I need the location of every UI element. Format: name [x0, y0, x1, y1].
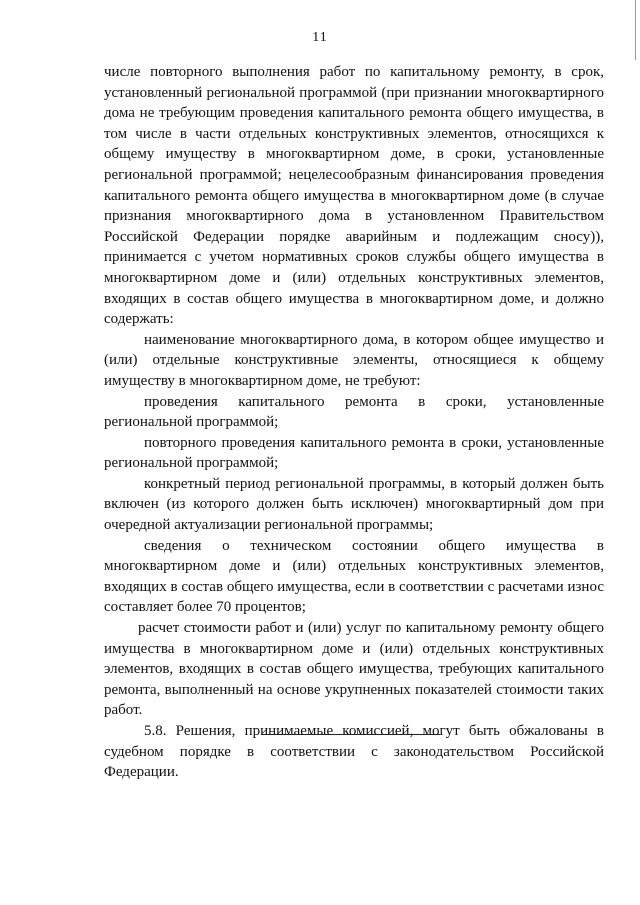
document-body — [104, 62, 604, 783]
paragraph-repeat-repair: повторного проведения капитального ремонта в сроки, установленные региональной программой; — [104, 434, 604, 472]
page-number: 11 — [312, 30, 328, 45]
paragraph-house-name: наименование многоквартирного дома, в котором общее имущество и (или) отдельные конструктивные элементы, относящиеся к общему имуществу в многоквартирном доме, не требуют: — [104, 331, 604, 389]
paragraph-repair-terms: проведения капитального ремонта в сроки, установленные региональной программой; — [104, 393, 604, 431]
paragraph-cost-calculation: расчет стоимости работ и (или) услуг по капитальному ремонту общего имущества в многоквартирном доме и (или) отдельных конструктивных элементов, входящих в состав общего имущества, требующих капитального ремонта, выполненный на основе укрупненных показателей стоимости таких работ. — [104, 620, 604, 719]
paragraph-appeal: 5.8. Решения, принимаемые комиссией, могут быть обжалованы в судебном порядке в соответствии с законодательством Российской Федерации. — [104, 723, 604, 781]
paragraph-program-period: конкретный период региональной программы, в который должен быть включен (из которого должен быть исключен) многоквартирный дом при очередной актуализации региональной программы; — [104, 475, 604, 534]
paragraph-continuation: числе повторного выполнения работ по капитальному ремонту, в срок, установленный региональной программой (при признании многоквартирного дома не требующим проведения капитального ремонта общего имущества, в том числе в части отдельных конструктивных элементов, относящихся к общему имуществу в многоквартирном доме, в сроки, установленные региональной программой; нецелесообразным финансирования проведения капитального ремонта общего имущества в многоквартирном доме (в случае признания многоквартирного дома в установленном Правительством Российской Федерации порядке аварийным и подлежащим сносу)), принимается с учетом нормативных сроков службы общего имущества в многоквартирном доме и (или) отдельных конструктивных элементов, входящих в состав общего имущества в многоквартирном доме, и должно содержать: — [104, 64, 604, 328]
paragraph-technical-condition: сведения о техническом состоянии общего имущества в многоквартирном доме и (или) отдельных конструктивных элементов, входящих в состав общего имущества, если в соответствии с расчетами износ составляет более 70 процентов; — [104, 537, 604, 616]
end-divider-line — [262, 734, 440, 735]
